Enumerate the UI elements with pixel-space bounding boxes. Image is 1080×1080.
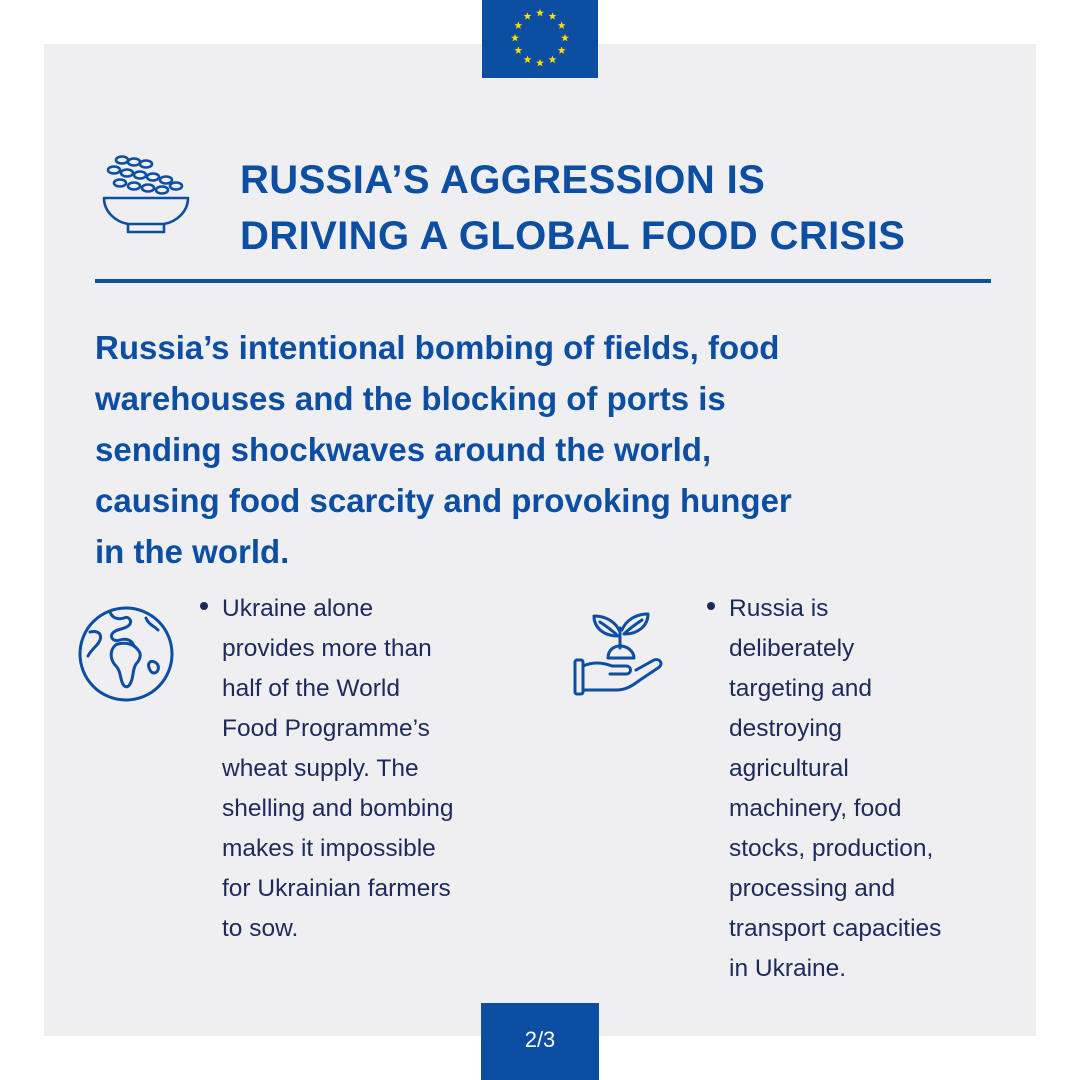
point-line: destroying — [729, 715, 843, 742]
lead-line: warehouses and the blocking of ports is — [95, 380, 726, 417]
point-line: to sow. — [222, 915, 299, 942]
flag-star — [558, 21, 566, 29]
point-line: in Ukraine. — [729, 955, 847, 982]
point-line: Food Programme’s — [222, 715, 430, 742]
flag-star — [536, 9, 544, 17]
flag-star — [561, 34, 569, 42]
flag-star — [536, 59, 544, 67]
point-line: half of the World — [222, 675, 400, 702]
lead-line: sending shockwaves around the world, — [95, 431, 712, 468]
flag-star — [514, 21, 522, 29]
flag-star — [524, 55, 532, 63]
flag-star — [549, 55, 557, 63]
point-line: stocks, production, — [729, 835, 934, 862]
title-line: RUSSIA’S AGGRESSION IS — [240, 158, 766, 202]
flag-star — [558, 46, 566, 54]
lead-line: in the world. — [95, 533, 290, 570]
plant-in-hand-icon — [572, 606, 672, 706]
point-line: transport capacities — [729, 915, 942, 942]
flag-star — [514, 46, 522, 54]
lead-line: causing food scarcity and provoking hunger — [95, 482, 792, 519]
flag-star — [524, 12, 532, 20]
lead-paragraph — [95, 322, 1015, 577]
flag-star — [511, 34, 519, 42]
title-line: DRIVING A GLOBAL FOOD CRISIS — [240, 214, 906, 258]
point-line: deliberately — [729, 635, 855, 662]
flag-star — [549, 12, 557, 20]
page-indicator: 2/3 — [481, 1003, 599, 1080]
point-line: wheat supply. The — [222, 755, 419, 782]
point-line: agricultural — [729, 755, 849, 782]
point-line: Ukraine alone — [222, 595, 374, 622]
bullet-dot — [707, 602, 715, 610]
point-line: processing and — [729, 875, 896, 902]
bullet-dot — [200, 602, 208, 610]
point-line: machinery, food — [729, 795, 902, 822]
point-line: shelling and bombing — [222, 795, 454, 822]
page-title — [240, 152, 1030, 264]
point-line: Russia is — [729, 595, 829, 622]
point-line: for Ukrainian farmers — [222, 875, 451, 902]
point-line: makes it impossible — [222, 835, 436, 862]
point-line: provides more than — [222, 635, 432, 662]
point-line: targeting and — [729, 675, 873, 702]
eu-flag-icon — [482, 0, 598, 78]
grain-bowl-icon — [98, 152, 194, 236]
bullet-point-russia — [703, 589, 1033, 989]
lead-line: Russia’s intentional bombing of fields, food — [95, 329, 780, 366]
title-divider — [95, 279, 991, 283]
bullet-point-ukraine — [196, 589, 541, 949]
globe-icon — [76, 604, 176, 704]
